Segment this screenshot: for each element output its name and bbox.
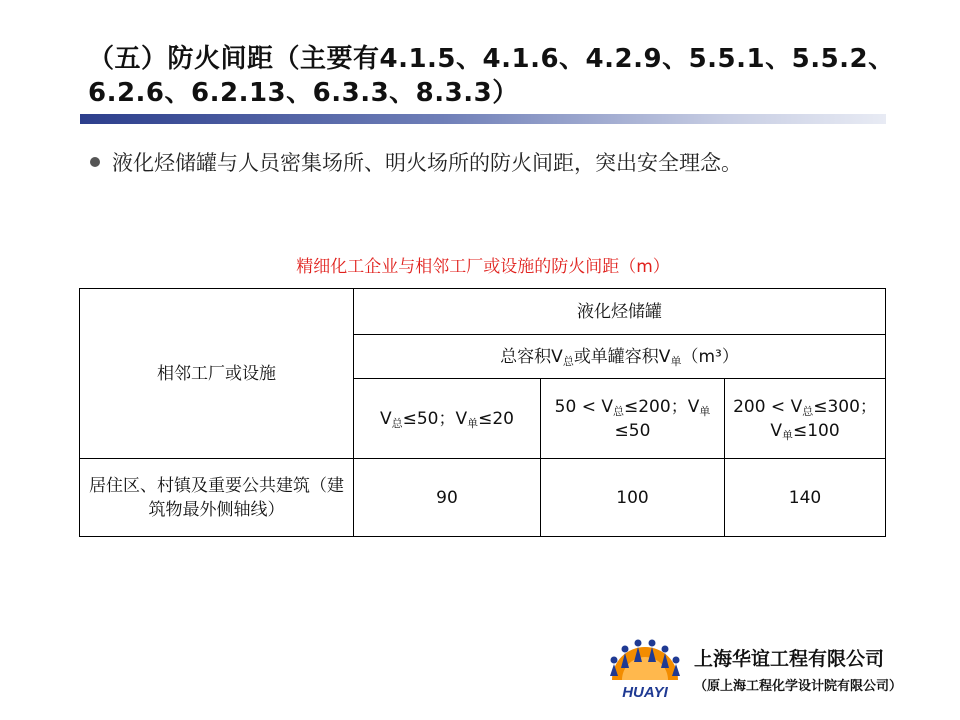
table-caption: 精细化工企业与相邻工厂或设施的防火间距（m）	[296, 257, 670, 277]
volume-header-cell: 总容积$V_总$或单罐容积$V_单(m^3)$	[354, 335, 886, 379]
company-former-name: （原上海工程化学设计院有限公司）	[694, 679, 903, 694]
svg-text:HUAYI: HUAYI	[622, 684, 668, 701]
value-cell: 100	[541, 459, 725, 537]
value-cell: 140	[725, 459, 886, 537]
value-cell: 90	[354, 459, 541, 537]
bullet-text: 液化烃储罐与人员密集场所、明火场所的防火间距，突出安全理念。	[112, 151, 742, 175]
title-underline	[80, 114, 886, 124]
row-header-cell: 相邻工厂或设施	[80, 289, 354, 459]
company-name: 上海华谊工程有限公司	[694, 648, 885, 670]
huayi-logo-icon	[600, 632, 690, 702]
row-label-cell: 居住区、村镇及重要公共建筑（建筑物最外侧轴线）	[80, 459, 354, 537]
table-row	[80, 459, 886, 537]
column-header-1: $V_总\le 50$；$V_单\le 20$	[354, 379, 541, 459]
bullet-dot-icon	[90, 157, 100, 167]
slide-title: （五）防火间距（主要有4.1.5、4.1.6、4.2.9、5.5.1、5.5.2、6.2.6、6.2.13、6.3.3、8.3.3）	[88, 44, 895, 108]
group-header-cell: 液化烃储罐	[354, 289, 886, 335]
column-header-2: $50 < V_总\le 200$；$V_单\le 50$	[541, 379, 725, 459]
bullet-item	[90, 147, 930, 179]
fire-distance-table	[79, 288, 886, 537]
column-header-3: $200 < V_总\le 300$；$V_单\le 100$	[725, 379, 886, 459]
